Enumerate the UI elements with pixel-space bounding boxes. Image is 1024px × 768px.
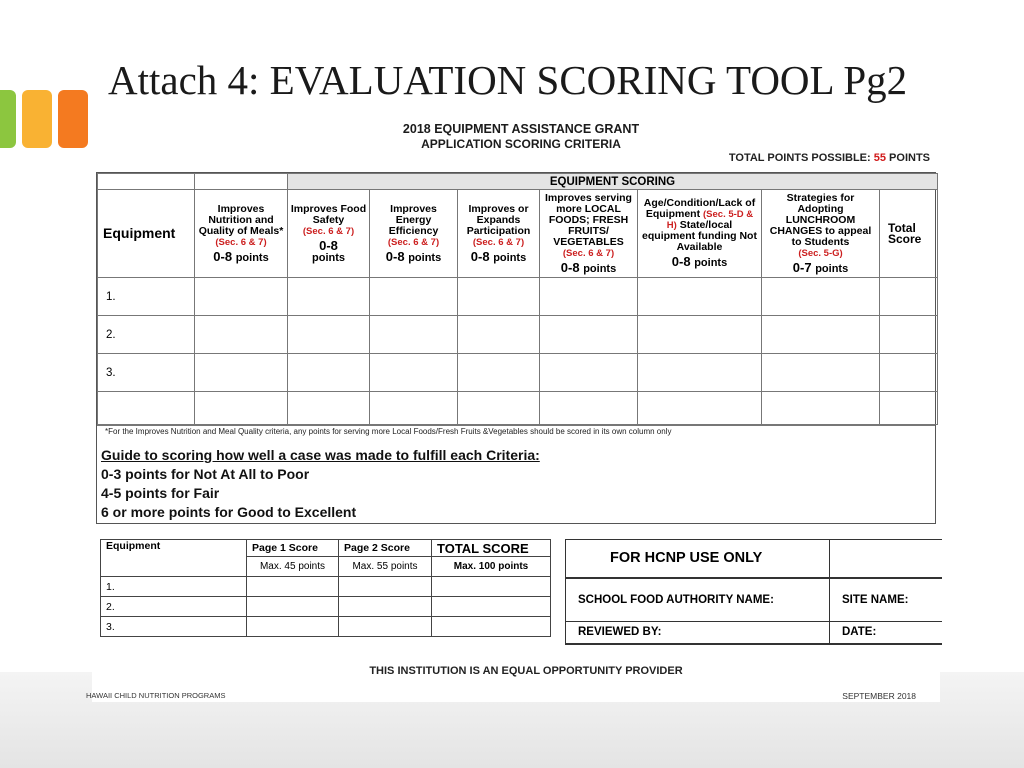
- score-cell[interactable]: [638, 316, 762, 354]
- summary-row-number: 1.: [101, 577, 247, 597]
- header-local-foods-title: Improves serving more LOCAL FOODS; FRESH FRUITS/ VEGETABLES: [545, 191, 632, 248]
- slide-title: Attach 4: EVALUATION SCORING TOOL Pg2: [108, 57, 908, 103]
- score-cell[interactable]: [288, 392, 370, 425]
- header-energy-title: Improves Energy Efficiency: [388, 202, 439, 237]
- hcnp-title: FOR HCNP USE ONLY: [566, 540, 830, 578]
- accent-tab-yellow: [22, 90, 52, 148]
- summary-row-number: 2.: [101, 597, 247, 617]
- summary-cell[interactable]: [247, 577, 339, 597]
- document-title: 2018 EQUIPMENT ASSISTANCE GRANT: [402, 122, 640, 136]
- header-nutrition-range: 0-8: [213, 248, 233, 264]
- summary-header-row: [101, 540, 551, 557]
- header-food-safety-unit: points: [312, 251, 345, 264]
- summary-cell[interactable]: [432, 577, 551, 597]
- total-cell[interactable]: [880, 316, 938, 354]
- header-age-condition-sec: (Sec. 5-D & H): [666, 209, 754, 231]
- accent-tab-green: [0, 90, 16, 148]
- guide-line-fair: 4-5 points for Fair: [101, 485, 220, 501]
- header-local-foods-range: 0-8: [560, 259, 580, 275]
- score-cell[interactable]: [288, 316, 370, 354]
- total-cell[interactable]: [880, 354, 938, 392]
- sfa-name-label: SCHOOL FOOD AUTHORITY NAME:: [566, 578, 830, 622]
- header-participation: [458, 190, 540, 278]
- row-number: [98, 392, 195, 425]
- scoring-band-row: [98, 174, 938, 190]
- score-cell[interactable]: [195, 278, 288, 316]
- total-cell[interactable]: [880, 278, 938, 316]
- row-number: 3.: [98, 354, 195, 392]
- score-cell[interactable]: [370, 316, 458, 354]
- header-age-condition-title2: State/local equipment funding Not Available: [642, 219, 757, 253]
- score-cell[interactable]: [458, 278, 540, 316]
- header-food-safety-sec: (Sec. 6 & 7): [302, 225, 355, 237]
- summary-row-number: 3.: [101, 617, 247, 637]
- equipment-scoring-table: [96, 172, 936, 524]
- hcnp-header-row: [566, 540, 942, 578]
- score-cell[interactable]: [288, 354, 370, 392]
- score-cell[interactable]: [638, 392, 762, 425]
- score-cell[interactable]: [195, 354, 288, 392]
- scoring-guide: [101, 446, 540, 522]
- table-row: [98, 392, 938, 425]
- header-local-foods-unit: points: [583, 262, 617, 275]
- total-points-value: 55: [873, 152, 886, 164]
- header-lunchroom: [762, 190, 880, 278]
- score-cell[interactable]: [540, 354, 638, 392]
- footer-organization: HAWAII CHILD NUTRITION PROGRAMS: [86, 691, 226, 700]
- header-nutrition-unit: points: [235, 251, 269, 264]
- header-total-score: Total Score: [880, 190, 938, 278]
- score-cell[interactable]: [540, 392, 638, 425]
- summary-cell[interactable]: [339, 597, 432, 617]
- total-points-label: TOTAL POINTS POSSIBLE:: [728, 152, 871, 164]
- score-cell[interactable]: [762, 278, 880, 316]
- score-cell[interactable]: [458, 354, 540, 392]
- scoring-header-row: [98, 190, 938, 278]
- score-summary-table: [100, 539, 551, 637]
- score-cell[interactable]: [762, 392, 880, 425]
- header-lunchroom-range: 0-7: [792, 259, 812, 275]
- guide-area: [97, 425, 935, 523]
- site-name-label: SITE NAME:: [830, 578, 942, 622]
- footer-date: SEPTEMBER 2018: [842, 691, 916, 701]
- header-lunchroom-sec: (Sec. 5-G): [798, 247, 843, 259]
- summary-total-max: Max. 100 points: [432, 557, 551, 577]
- score-cell[interactable]: [288, 278, 370, 316]
- total-points-suffix: POINTS: [889, 152, 930, 164]
- header-local-foods-sec: (Sec. 6 & 7): [562, 247, 615, 259]
- score-cell[interactable]: [540, 278, 638, 316]
- table-row: [98, 278, 938, 316]
- header-energy-range: 0-8: [385, 248, 405, 264]
- header-age-condition: [638, 190, 762, 278]
- header-nutrition: [195, 190, 288, 278]
- reviewed-by-label: REVIEWED BY:: [566, 622, 830, 644]
- summary-total-header: TOTAL SCORE: [432, 540, 551, 557]
- header-local-foods: [540, 190, 638, 278]
- footnote: *For the Improves Nutrition and Meal Quality criteria, any points for serving more Local Foods/Fresh Fruits &Vegetables should be scored in its own column only: [105, 427, 672, 436]
- total-points-possible: [729, 152, 930, 164]
- header-participation-unit: points: [493, 251, 527, 264]
- row-number: 2.: [98, 316, 195, 354]
- summary-page1-max: Max. 45 points: [247, 557, 339, 577]
- hcnp-empty-cell: [830, 540, 942, 578]
- table-row: [101, 577, 551, 597]
- score-cell[interactable]: [370, 354, 458, 392]
- score-cell[interactable]: [195, 392, 288, 425]
- score-cell[interactable]: [370, 278, 458, 316]
- score-cell[interactable]: [195, 316, 288, 354]
- total-cell[interactable]: [880, 392, 938, 425]
- hcnp-review-row: [566, 622, 942, 644]
- header-food-safety-title: Improves Food Safety: [290, 202, 367, 226]
- header-nutrition-sec: (Sec. 6 & 7): [215, 236, 267, 248]
- scoring-band-label: EQUIPMENT SCORING: [288, 174, 938, 190]
- header-age-condition-unit: points: [694, 257, 728, 269]
- table-row: [101, 597, 551, 617]
- score-cell[interactable]: [638, 354, 762, 392]
- guide-line-poor: 0-3 points for Not At All to Poor: [101, 466, 310, 482]
- score-cell[interactable]: [370, 392, 458, 425]
- score-cell[interactable]: [458, 392, 540, 425]
- table-row: [101, 617, 551, 637]
- scoring-document: [86, 115, 940, 702]
- date-label: DATE:: [830, 622, 942, 644]
- header-participation-sec: (Sec. 6 & 7): [472, 236, 525, 248]
- header-nutrition-title: Improves Nutrition and Quality of Meals*: [198, 202, 284, 237]
- score-cell[interactable]: [762, 316, 880, 354]
- row-number: 1.: [98, 278, 195, 316]
- score-cell[interactable]: [762, 354, 880, 392]
- guide-line-good: 6 or more points for Good to Excellent: [101, 504, 357, 520]
- header-participation-range: 0-8: [470, 248, 490, 264]
- hcnp-sfa-row: [566, 578, 942, 622]
- header-energy-sec: (Sec. 6 & 7): [387, 236, 440, 248]
- header-age-condition-range: 0-8: [671, 254, 691, 269]
- header-food-safety-range: 0-8: [319, 237, 338, 253]
- header-lunchroom-title: Strategies for Adopting LUNCHROOM CHANGES to appeal to Students: [769, 191, 872, 248]
- header-equipment: Equipment: [98, 190, 195, 278]
- summary-cell[interactable]: [432, 617, 551, 637]
- equal-opportunity-statement: THIS INSTITUTION IS AN EQUAL OPPORTUNITY PROVIDER: [369, 665, 683, 677]
- table-row: [98, 316, 938, 354]
- summary-cell[interactable]: [432, 597, 551, 617]
- header-food-safety: [288, 190, 370, 278]
- summary-page1-header: Page 1 Score: [247, 540, 339, 557]
- summary-cell[interactable]: [247, 597, 339, 617]
- accent-tab-orange: [58, 90, 88, 148]
- hcnp-use-only-table: [565, 539, 942, 645]
- header-participation-title: Improves or Expands Participation: [466, 202, 531, 237]
- score-cell[interactable]: [540, 316, 638, 354]
- score-cell[interactable]: [458, 316, 540, 354]
- header-age-condition-title: Age/Condition/Lack of Equipment: [643, 197, 756, 220]
- guide-title: Guide to scoring how well a case was made to fulfill each Criteria:: [101, 447, 540, 463]
- summary-cell[interactable]: [247, 617, 339, 637]
- score-cell[interactable]: [638, 278, 762, 316]
- header-lunchroom-unit: points: [815, 262, 849, 275]
- summary-equipment-header: Equipment: [101, 540, 247, 577]
- summary-page2-header: Page 2 Score: [339, 540, 432, 557]
- document-subtitle: APPLICATION SCORING CRITERIA: [421, 137, 621, 151]
- header-energy: [370, 190, 458, 278]
- header-energy-unit: points: [408, 251, 442, 264]
- table-row: [98, 354, 938, 392]
- summary-cell[interactable]: [339, 577, 432, 597]
- summary-page2-max: Max. 55 points: [339, 557, 432, 577]
- summary-cell[interactable]: [339, 617, 432, 637]
